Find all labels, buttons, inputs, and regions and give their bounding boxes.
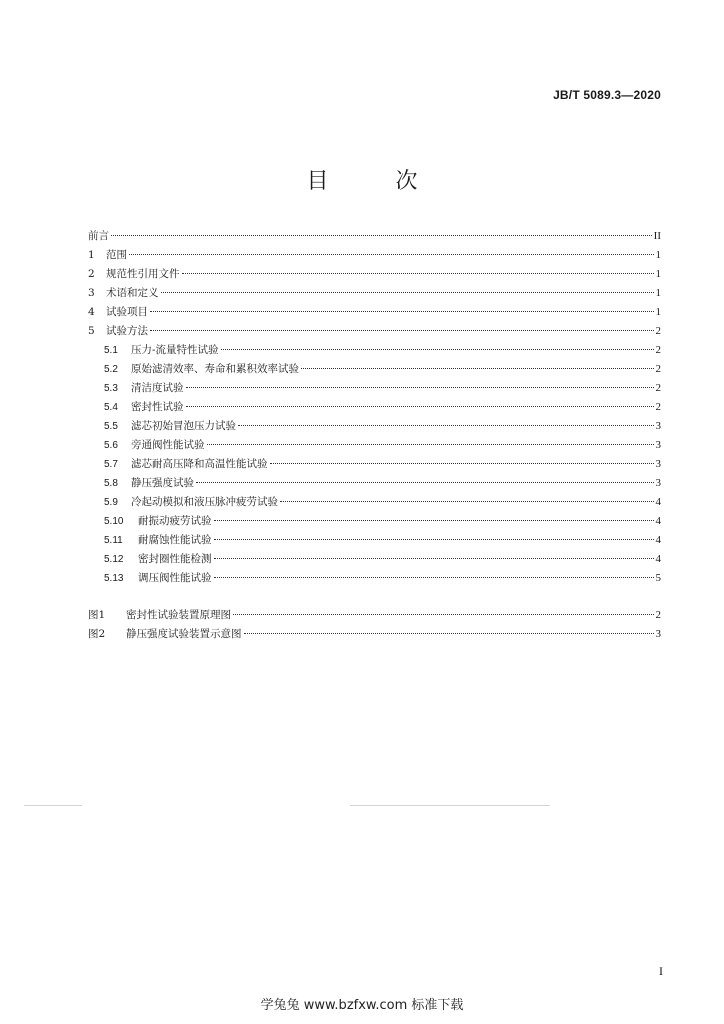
- toc-leader-dots: [301, 368, 654, 369]
- toc-entry-page: 1: [655, 287, 661, 299]
- toc-entry-number: 5.6: [104, 440, 118, 451]
- toc-entry-5-12[interactable]: [88, 550, 661, 569]
- toc-entry-text: 滤芯耐高压降和高温性能试验: [131, 458, 268, 470]
- toc-leader-dots: [196, 482, 654, 483]
- toc-entry-page: 4: [655, 553, 661, 565]
- toc-entry-5-7[interactable]: [88, 455, 661, 474]
- toc-entry-page: 4: [655, 534, 661, 546]
- toc-leader-dots: [221, 349, 654, 350]
- toc-leader-dots: [244, 633, 654, 634]
- toc-entry-page: 1: [655, 249, 661, 261]
- toc-entry-5-11[interactable]: [88, 531, 661, 550]
- toc-entry-terms[interactable]: [88, 284, 661, 303]
- toc-entry-number: 5.10: [104, 516, 124, 527]
- toc-entry-page: 5: [655, 572, 661, 584]
- table-of-contents: [88, 227, 661, 644]
- toc-entry-page: 3: [655, 458, 661, 470]
- toc-entry-figure-2[interactable]: [88, 625, 661, 644]
- toc-entry-5-13[interactable]: [88, 569, 661, 588]
- toc-entry-page: 2: [655, 401, 661, 413]
- toc-entry-number: 5.7: [104, 459, 118, 470]
- toc-entry-number: 5.11: [104, 535, 123, 546]
- toc-entry-text: 调压阀性能试验: [138, 572, 212, 584]
- toc-leader-dots: [161, 292, 654, 293]
- toc-entry-page: 3: [655, 420, 661, 432]
- toc-entry-text: 前言: [88, 230, 109, 242]
- toc-entry-page: 3: [655, 477, 661, 489]
- toc-entry-text: 密封性试验装置原理图: [126, 609, 231, 621]
- toc-entry-number: 5.2: [104, 364, 118, 375]
- toc-leader-dots: [129, 254, 654, 255]
- toc-entry-page: 3: [655, 628, 661, 640]
- toc-entry-5-8[interactable]: [88, 474, 661, 493]
- toc-entry-5-1[interactable]: [88, 341, 661, 360]
- toc-entry-scope[interactable]: [88, 246, 661, 265]
- toc-entry-number: 5.4: [104, 402, 118, 413]
- toc-entry-text: 试验方法: [106, 325, 148, 337]
- toc-leader-dots: [186, 406, 654, 407]
- toc-leader-dots: [214, 539, 654, 540]
- toc-entry-text: 术语和定义: [106, 287, 159, 299]
- document-code: JB/T 5089.3—2020: [553, 88, 661, 102]
- toc-entry-number: 5.1: [104, 345, 118, 356]
- toc-entry-page: 4: [655, 515, 661, 527]
- toc-leader-dots: [214, 520, 654, 521]
- toc-entry-text: 静压强度试验: [131, 477, 194, 489]
- toc-entry-normative-references[interactable]: [88, 265, 661, 284]
- toc-leader-dots: [150, 330, 654, 331]
- toc-leader-dots: [214, 558, 654, 559]
- toc-entry-5-4[interactable]: [88, 398, 661, 417]
- toc-entry-page: 2: [655, 344, 661, 356]
- toc-entry-figure-1[interactable]: [88, 606, 661, 625]
- toc-entry-page: II: [653, 230, 661, 242]
- scan-artifact: [24, 805, 82, 806]
- toc-entry-number: 5.8: [104, 478, 118, 489]
- toc-entry-text: 滤芯初始冒泡压力试验: [131, 420, 236, 432]
- toc-entry-page: 2: [655, 325, 661, 337]
- scan-artifact: [350, 805, 550, 806]
- toc-leader-dots: [233, 614, 654, 615]
- toc-leader-dots: [182, 273, 654, 274]
- toc-entry-text: 静压强度试验装置示意图: [126, 628, 242, 640]
- toc-leader-dots: [238, 425, 654, 426]
- toc-entry-text: 原始滤清效率、寿命和累积效率试验: [131, 363, 299, 375]
- toc-title: 目 次: [306, 169, 448, 194]
- toc-entry-text: 旁通阀性能试验: [131, 439, 205, 451]
- toc-entry-text: 压力-流量特性试验: [131, 344, 219, 356]
- toc-leader-dots: [111, 235, 652, 236]
- toc-entry-text: 耐腐蚀性能试验: [138, 534, 212, 546]
- toc-entry-page: 4: [655, 496, 661, 508]
- toc-entry-5-2[interactable]: [88, 360, 661, 379]
- toc-entry-text: 清洁度试验: [131, 382, 184, 394]
- toc-entry-5-9[interactable]: [88, 493, 661, 512]
- page-number: I: [659, 964, 663, 978]
- toc-entry-page: 3: [655, 439, 661, 451]
- toc-entry-number: 1: [88, 249, 95, 261]
- toc-entry-text: 规范性引用文件: [106, 268, 180, 280]
- toc-entry-5-5[interactable]: [88, 417, 661, 436]
- toc-entry-text: 耐振动疲劳试验: [138, 515, 212, 527]
- toc-entry-number: 5.3: [104, 383, 118, 394]
- toc-entry-number: 5.12: [104, 554, 124, 565]
- toc-entry-text: 试验项目: [106, 306, 148, 318]
- toc-entry-foreword[interactable]: [88, 227, 661, 246]
- toc-entry-page: 1: [655, 268, 661, 280]
- toc-leader-dots: [214, 577, 654, 578]
- toc-entry-page: 2: [655, 363, 661, 375]
- toc-entry-number: 5.9: [104, 497, 118, 508]
- toc-entry-number: 5.5: [104, 421, 118, 432]
- toc-entry-text: 范围: [106, 249, 127, 261]
- toc-entry-text: 密封圈性能检测: [138, 553, 212, 565]
- toc-entry-text: 密封性试验: [131, 401, 184, 413]
- toc-entry-page: 2: [655, 609, 661, 621]
- toc-leader-dots: [186, 387, 654, 388]
- toc-leader-dots: [280, 501, 654, 502]
- toc-entry-number: 5.13: [104, 573, 124, 584]
- toc-entry-number: 4: [88, 306, 95, 318]
- toc-leader-dots: [150, 311, 654, 312]
- toc-entry-page: 1: [655, 306, 661, 318]
- toc-entry-5-3[interactable]: [88, 379, 661, 398]
- toc-leader-dots: [207, 444, 654, 445]
- toc-entry-5-10[interactable]: [88, 512, 661, 531]
- toc-entry-number: 3: [88, 287, 95, 299]
- toc-entry-number: 图2: [88, 628, 106, 640]
- toc-entry-test-methods[interactable]: [88, 322, 661, 341]
- toc-entry-page: 2: [655, 382, 661, 394]
- toc-entry-number: 图1: [88, 609, 106, 621]
- toc-leader-dots: [270, 463, 654, 464]
- toc-entry-number: 2: [88, 268, 95, 280]
- watermark: 学兔兔 www.bzfxw.com 标准下载: [260, 998, 464, 1013]
- toc-entry-number: 5: [88, 325, 95, 337]
- toc-entry-5-6[interactable]: [88, 436, 661, 455]
- toc-entry-text: 冷起动模拟和液压脉冲疲劳试验: [131, 496, 278, 508]
- toc-entry-test-items[interactable]: [88, 303, 661, 322]
